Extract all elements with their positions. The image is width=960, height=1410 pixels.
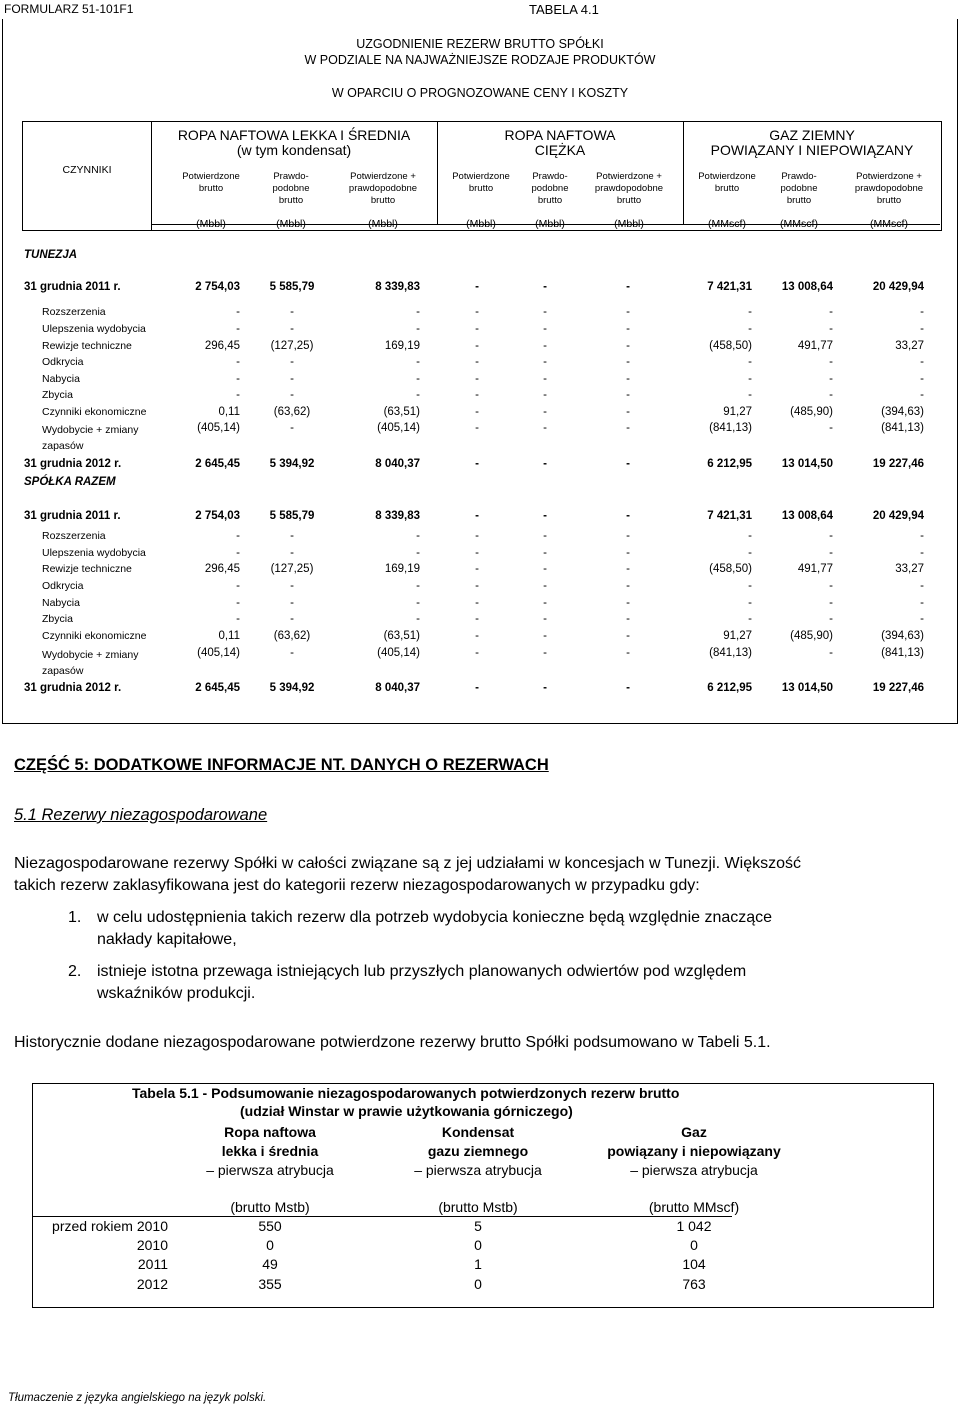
subheader-proved-probable: Potwierdzone + prawdopodobne brutto (348, 171, 418, 206)
cell-value: - (475, 682, 479, 694)
cell-value: - (475, 647, 479, 659)
cell-value: 13 008,64 (781, 281, 833, 293)
cell-value: - (920, 356, 924, 368)
unit-label: (Mbbl) (466, 218, 496, 230)
cell-value: - (626, 389, 630, 401)
cell-value: 7 421,31 (707, 281, 752, 293)
czynniki-label: CZYNNIKI (62, 164, 112, 176)
cell-value: - (543, 373, 547, 385)
cell-value: (127,25) (270, 340, 314, 352)
table-row (0, 356, 960, 372)
cell-value: - (543, 630, 547, 642)
cell-value: - (748, 580, 752, 592)
section-title: TUNEZJA (24, 249, 78, 261)
row-label: 31 grudnia 2011 r. (24, 281, 121, 293)
form-code: FORMULARZ 51-101F1 (4, 2, 134, 16)
table-row (0, 563, 960, 579)
cell-value: 5 585,79 (269, 510, 315, 522)
cell-value: - (920, 597, 924, 609)
cell-value: 33,27 (895, 563, 924, 575)
unit-label: (Mbbl) (368, 218, 398, 230)
table-row (0, 547, 960, 563)
cell-value: 8 040,37 (375, 682, 420, 694)
cell-value: - (475, 547, 479, 559)
table-row (0, 613, 960, 629)
cell-value: - (475, 563, 479, 575)
cell-value: - (543, 406, 547, 418)
cell-value: 13 014,50 (781, 682, 833, 694)
cell-value: - (829, 613, 833, 625)
cell-value: - (543, 547, 547, 559)
table-title-line2: W PODZIALE NA NAJWAŻNIEJSZE RODZAJE PRODUKTÓW (304, 53, 656, 67)
cell-value: - (829, 323, 833, 335)
cell-value: - (543, 647, 547, 659)
cell-value: - (626, 563, 630, 575)
unit-label: (MMscf) (780, 218, 818, 230)
cell-value: 2 754,03 (195, 281, 240, 293)
group-heavy-oil: ROPA NAFTOWA CIĘŻKA (504, 127, 616, 158)
cell-value: - (543, 458, 547, 470)
row-label: Nabycia (42, 597, 80, 609)
cell-value: - (829, 547, 833, 559)
cell-value: - (626, 340, 630, 352)
cell-value: - (236, 323, 240, 335)
table-row (0, 373, 960, 389)
cell-value: - (543, 340, 547, 352)
cell-value: 169,19 (384, 563, 420, 575)
cell-value: 8 040,37 (375, 458, 420, 470)
cell-value: 91,27 (723, 630, 752, 642)
balance-row (0, 458, 960, 474)
cell-value: 6 212,95 (707, 682, 752, 694)
cell-value: - (236, 613, 240, 625)
cell-value: - (236, 356, 240, 368)
table-5-1-caption: Tabela 5.1 - Podsumowanie niezagospodarowanych potwierdzonych rezerw brutto (132, 1085, 680, 1101)
cell-value: (458,50) (709, 340, 752, 352)
cell-value: - (543, 389, 547, 401)
cell-value: - (416, 389, 420, 401)
table-row (0, 340, 960, 356)
cell-value: - (236, 580, 240, 592)
row-label: Rewizje techniczne (42, 340, 132, 352)
cell-value: - (626, 281, 630, 293)
cell-value: (127,25) (270, 563, 314, 575)
row-label: 31 grudnia 2012 r. (24, 458, 122, 470)
cell-value: (405,14) (377, 647, 420, 659)
cell-value: - (626, 682, 630, 694)
cell-value: - (829, 422, 833, 434)
translation-note: Tłumaczenie z języka angielskiego na język polski. (8, 1392, 267, 1404)
cell-value: 0 (474, 1237, 482, 1253)
row-label: 31 grudnia 2012 r. (24, 682, 122, 694)
cell-value: 5 394,92 (269, 458, 315, 470)
cell-value: - (626, 356, 630, 368)
cell-value: - (829, 580, 833, 592)
cell-value: - (475, 580, 479, 592)
list-item: 2. istnieje istotna przewaga istniejących lub przyszłych planowanych odwiertów pod względem wskaźników produkcji. (68, 963, 747, 1002)
table-5-1-rule (32, 1216, 732, 1217)
unit-label: (brutto Mstb) (230, 1199, 310, 1215)
cell-value: - (290, 613, 294, 625)
cell-value: - (543, 356, 547, 368)
cell-value: - (475, 406, 479, 418)
row-label: 2012 (136, 1276, 168, 1292)
unit-label: (Mbbl) (614, 218, 644, 230)
cell-value: 19 227,46 (872, 682, 924, 694)
cell-value: - (543, 510, 547, 522)
table-5-1-caption-sub: (udział Winstar w prawie użytkowania górniczego) (240, 1103, 573, 1119)
row-label: Czynniki ekonomiczne (42, 630, 147, 642)
cell-value: - (475, 630, 479, 642)
cell-value: (63,62) (273, 406, 311, 418)
cell-value: - (829, 356, 833, 368)
cell-value: 0,11 (218, 630, 240, 642)
section-5-1-heading: 5.1 Rezerwy niezagospodarowane (14, 806, 268, 824)
cell-value: 19 227,46 (872, 458, 924, 470)
cell-value: - (543, 580, 547, 592)
cell-value: 2 645,45 (195, 682, 240, 694)
row-label: Ulepszenia wydobycia (42, 323, 146, 335)
table-header (22, 121, 942, 231)
row-label: Nabycia (42, 373, 80, 385)
cell-value: 13 008,64 (781, 510, 833, 522)
cell-value: (63,51) (383, 630, 420, 642)
cell-value: - (290, 597, 294, 609)
cell-value: (841,13) (709, 647, 752, 659)
cell-value: - (920, 373, 924, 385)
unit-label: (MMscf) (708, 218, 746, 230)
cell-value: - (626, 422, 630, 434)
cell-value: - (543, 306, 547, 318)
subheader-proved-probable: Potwierdzone + prawdopodobne brutto (854, 171, 924, 206)
row-label: 2010 (136, 1237, 168, 1253)
cell-value: - (543, 563, 547, 575)
row-label: Wydobycie + zmiany zapasów (42, 649, 139, 677)
subheader-proved-probable: Potwierdzone + prawdopodobne brutto (594, 171, 664, 206)
table-title-line1: UZGODNIENIE REZERW BRUTTO SPÓŁKI (356, 37, 604, 51)
cell-value: - (626, 323, 630, 335)
intro-paragraph: Niezagospodarowane rezerwy Spółki w całości związane są z jej udziałami w koncesjach w Tunezji. Większość takich rezerw zaklasyfikowana jest do kategorii rezerw niezagospodarowanych w przypadku gdy: (14, 855, 801, 894)
cell-value: (63,62) (273, 630, 311, 642)
cell-value: - (748, 373, 752, 385)
cell-value: - (475, 340, 479, 352)
cell-value: - (920, 323, 924, 335)
table-label: TABELA 4.1 (529, 2, 599, 17)
cell-value: - (290, 306, 294, 318)
cell-value: - (626, 647, 630, 659)
row-label: Zbycia (42, 613, 73, 625)
cell-value: - (626, 597, 630, 609)
cell-value: 49 (262, 1256, 278, 1272)
cell-value: - (290, 389, 294, 401)
cell-value: - (475, 458, 479, 470)
cell-value: - (543, 613, 547, 625)
cell-value: - (626, 630, 630, 642)
balance-row (0, 682, 960, 698)
row-label: Rozszerzenia (42, 530, 106, 542)
col-header-gas: Gaz powiązany i niepowiązany – pierwsza atrybucja (607, 1124, 781, 1178)
cell-value: - (290, 356, 294, 368)
cell-value: - (748, 597, 752, 609)
cell-value: 8 339,83 (375, 281, 420, 293)
cell-value: - (543, 281, 547, 293)
cell-value: 0 (474, 1276, 482, 1292)
cell-value: (405,14) (197, 647, 240, 659)
cell-value: - (290, 323, 294, 335)
cell-value: 5 585,79 (269, 281, 315, 293)
row-label: Wydobycie + zmiany zapasów (42, 424, 139, 452)
table-row (0, 597, 960, 613)
subheader-probable: Prawdo- podobne brutto (272, 171, 310, 206)
cell-value: 550 (258, 1218, 282, 1234)
cell-value: - (290, 530, 294, 542)
group-natural-gas: GAZ ZIEMNY POWIĄZANY I NIEPOWIĄZANY (710, 127, 914, 158)
table-row (0, 306, 960, 322)
cell-value: - (829, 389, 833, 401)
cell-value: - (290, 580, 294, 592)
cell-value: - (829, 530, 833, 542)
cell-value: - (920, 547, 924, 559)
cell-value: - (416, 373, 420, 385)
cell-value: (405,14) (197, 422, 240, 434)
cell-value: 1 (474, 1256, 482, 1272)
col-header-condensate: Kondensat gazu ziemnego – pierwsza atrybucja (414, 1124, 542, 1178)
section-title: SPÓŁKA RAZEM (24, 476, 116, 488)
cell-value: - (416, 306, 420, 318)
cell-value: - (290, 547, 294, 559)
cell-value: - (236, 389, 240, 401)
subheader-proved: Potwierdzone brutto (698, 171, 756, 194)
table-row (0, 323, 960, 339)
cell-value: - (626, 373, 630, 385)
cell-value: - (475, 356, 479, 368)
cell-value: - (748, 389, 752, 401)
unit-label: (MMscf) (870, 218, 908, 230)
cell-value: (63,51) (383, 406, 420, 418)
subheader-proved: Potwierdzone brutto (182, 171, 240, 194)
row-label: przed rokiem 2010 (52, 1218, 168, 1234)
cell-value: - (416, 613, 420, 625)
cell-value: 491,77 (797, 340, 833, 352)
cell-value: 20 429,94 (872, 510, 924, 522)
cell-value: - (475, 613, 479, 625)
row-label: Odkrycia (42, 580, 84, 592)
cell-value: 296,45 (204, 340, 240, 352)
cell-value: 169,19 (384, 340, 420, 352)
cell-value: - (236, 530, 240, 542)
cell-value: - (475, 373, 479, 385)
cell-value: - (920, 613, 924, 625)
cell-value: - (416, 530, 420, 542)
row-label: Rozszerzenia (42, 306, 106, 318)
cell-value: 0,11 (218, 406, 240, 418)
cell-value: - (626, 510, 630, 522)
row-label: Czynniki ekonomiczne (42, 406, 147, 418)
table-title-line3: W OPARCIU O PROGNOZOWANE CENY I KOSZTY (331, 86, 629, 100)
cell-value: 5 394,92 (269, 682, 315, 694)
table-row (0, 647, 960, 677)
cell-value: - (748, 547, 752, 559)
cell-value: - (626, 458, 630, 470)
col-header-light-oil: Ropa naftowa lekka i średnia – pierwsza atrybucja (206, 1124, 334, 1178)
row-label: Ulepszenia wydobycia (42, 547, 146, 559)
row-label: Zbycia (42, 389, 73, 401)
table-row (0, 630, 960, 646)
cell-value: - (543, 422, 547, 434)
cell-value: - (236, 547, 240, 559)
cell-value: (405,14) (377, 422, 420, 434)
unit-label: (brutto Mstb) (438, 1199, 518, 1215)
row-label: Odkrycia (42, 356, 84, 368)
cell-value: - (920, 530, 924, 542)
cell-value: - (475, 530, 479, 542)
row-label: 31 grudnia 2011 r. (24, 510, 121, 522)
cell-value: - (829, 597, 833, 609)
cell-value: - (236, 597, 240, 609)
cell-value: (485,90) (790, 630, 833, 642)
cell-value: - (475, 597, 479, 609)
row-label: Rewizje techniczne (42, 563, 132, 575)
cell-value: (394,63) (881, 630, 924, 642)
cell-value: - (236, 373, 240, 385)
cell-value: - (290, 373, 294, 385)
row-label: 2011 (137, 1256, 168, 1272)
cell-value: - (416, 547, 420, 559)
cell-value: - (748, 530, 752, 542)
cell-value: 355 (258, 1276, 282, 1292)
cell-value: - (543, 597, 547, 609)
cell-value: - (626, 306, 630, 318)
cell-value: - (475, 306, 479, 318)
summary-paragraph: Historycznie dodane niezagospodarowane potwierdzone rezerwy brutto Spółki podsumowano w Tabeli 5.1. (14, 1034, 771, 1051)
cell-value: 33,27 (895, 340, 924, 352)
cell-value: - (829, 647, 833, 659)
cell-value: - (920, 389, 924, 401)
cell-value: - (290, 422, 294, 434)
cell-value: 1 042 (676, 1218, 712, 1234)
cell-value: (394,63) (881, 406, 924, 418)
cell-value: - (236, 306, 240, 318)
cell-value: 2 754,03 (195, 510, 240, 522)
cell-value: 8 339,83 (375, 510, 420, 522)
cell-value: - (416, 356, 420, 368)
cell-value: - (475, 510, 479, 522)
unit-label: (Mbbl) (196, 218, 226, 230)
cell-value: 5 (474, 1218, 482, 1234)
cell-value: - (626, 580, 630, 592)
cell-value: - (748, 323, 752, 335)
cell-value: - (475, 323, 479, 335)
cell-value: - (416, 580, 420, 592)
cell-value: 91,27 (723, 406, 752, 418)
cell-value: - (829, 373, 833, 385)
cell-value: 0 (690, 1237, 698, 1253)
unit-label: (Mbbl) (276, 218, 306, 230)
table-row (0, 406, 960, 422)
cell-value: - (475, 422, 479, 434)
cell-value: - (543, 682, 547, 694)
cell-value: - (626, 547, 630, 559)
cell-value: (458,50) (709, 563, 752, 575)
cell-value: (841,13) (881, 647, 924, 659)
cell-value: 13 014,50 (781, 458, 833, 470)
subheader-probable: Prawdo- podobne brutto (780, 171, 818, 206)
cell-value: - (748, 306, 752, 318)
cell-value: - (626, 406, 630, 418)
cell-value: 0 (266, 1237, 274, 1253)
cell-value: - (543, 323, 547, 335)
cell-value: (485,90) (790, 406, 833, 418)
cell-value: - (920, 580, 924, 592)
cell-value: 763 (682, 1276, 706, 1292)
cell-value: - (626, 530, 630, 542)
cell-value: - (475, 389, 479, 401)
group-light-oil: ROPA NAFTOWA LEKKA I ŚREDNIA (w tym kondensat) (177, 127, 411, 158)
cell-value: - (416, 597, 420, 609)
cell-value: 2 645,45 (195, 458, 240, 470)
cell-value: - (920, 306, 924, 318)
list-item: 1. w celu udostępnienia takich rezerw dla potrzeb wydobycia konieczne będą względnie znaczące nakłady kapitałowe, (68, 909, 773, 948)
cell-value: - (748, 613, 752, 625)
cell-value: 20 429,94 (872, 281, 924, 293)
cell-value: - (626, 613, 630, 625)
table-row (0, 389, 960, 405)
cell-value: - (829, 306, 833, 318)
cell-value: - (416, 323, 420, 335)
balance-row (0, 281, 960, 297)
subheader-probable: Prawdo- podobne brutto (531, 171, 569, 206)
table-row (0, 530, 960, 546)
unit-label: (Mbbl) (535, 218, 565, 230)
cell-value: 491,77 (797, 563, 833, 575)
cell-value: 104 (682, 1256, 706, 1272)
cell-value: 296,45 (204, 563, 240, 575)
cell-value: 7 421,31 (707, 510, 752, 522)
balance-row (0, 510, 960, 526)
cell-value: - (475, 281, 479, 293)
cell-value: - (543, 530, 547, 542)
subheader-proved: Potwierdzone brutto (452, 171, 510, 194)
cell-value: (841,13) (881, 422, 924, 434)
cell-value: 6 212,95 (707, 458, 752, 470)
unit-label: (brutto MMscf) (648, 1199, 740, 1215)
table-row (0, 422, 960, 452)
cell-value: - (748, 356, 752, 368)
cell-value: (841,13) (709, 422, 752, 434)
cell-value: - (290, 647, 294, 659)
table-row (0, 580, 960, 596)
part5-heading: CZĘŚĆ 5: DODATKOWE INFORMACJE NT. DANYCH O REZERWACH (14, 756, 549, 774)
